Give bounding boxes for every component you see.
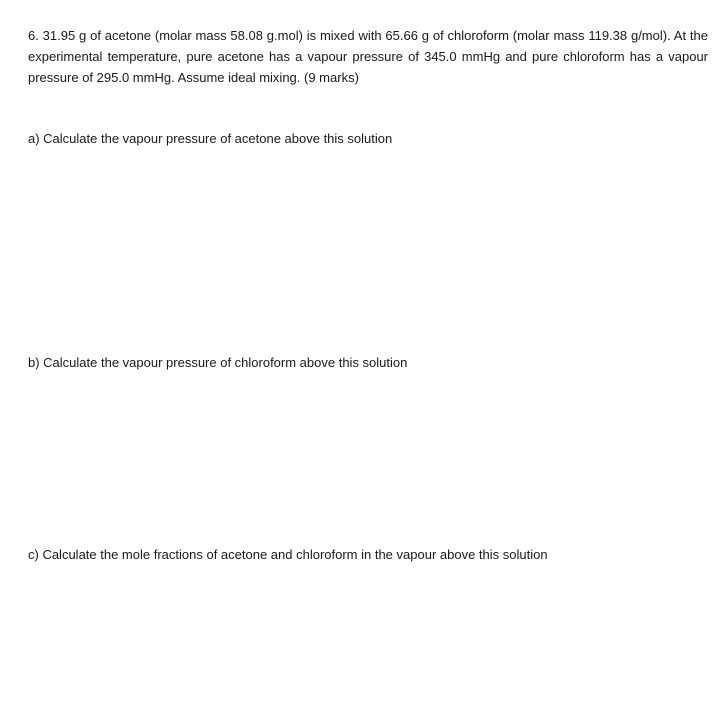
part-b-prompt: b) Calculate the vapour pressure of chloroform above this solution xyxy=(28,355,408,370)
part-c-prompt: c) Calculate the mole fractions of acetone and chloroform in the vapour above this solution xyxy=(28,547,548,562)
question-stem: 6. 31.95 g of acetone (molar mass 58.08 g.mol) is mixed with 65.66 g of chloroform (molar mass 119.38 g/mol). At the experimental temperature, pure acetone has a vapour pressure of 345.0 mmHg and pure chloroform has a vapour pressure of 295.0 mmHg. Assume ideal mixing. (9 marks) xyxy=(28,28,708,85)
part-a-prompt: a) Calculate the vapour pressure of acetone above this solution xyxy=(28,131,393,146)
